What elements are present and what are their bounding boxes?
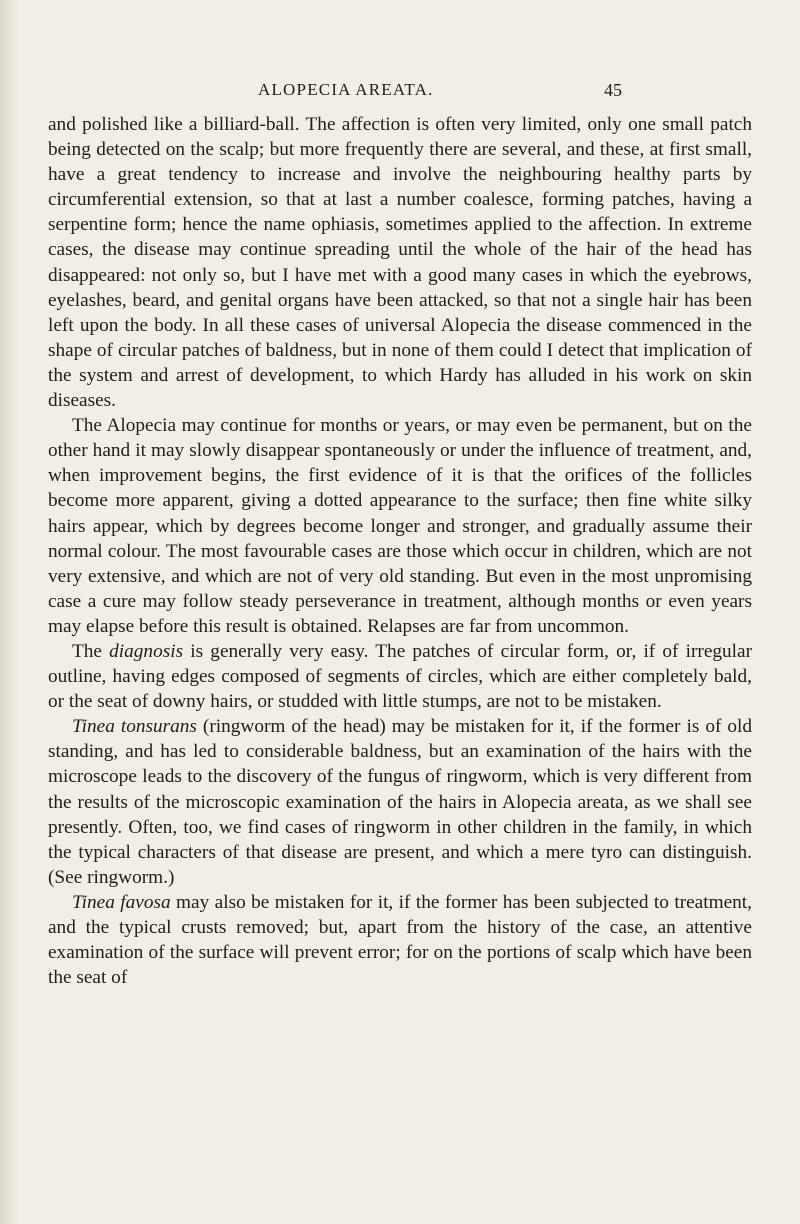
paragraph-lead: The: [72, 640, 110, 662]
body-text: [48, 112, 752, 990]
paragraph-text: is generally very easy. The patches of circular form, or, if of irregular outline, having edges composed of segments of circles, which are either completely bald, or the seat of downy hairs, or studded with little stumps, are not to be mistaken.: [48, 640, 753, 713]
paragraph-text: The Alopecia may continue for months or years, or may even be permanent, but on the other hand it may slowly disappear spontaneously or under the influence of treatment, and, when improvement begins, the first evidence of it is that the orifices of the follicles become more apparent, giving a dotted appearance to the surface; then fine white silky hairs appear, which by degrees become longer and stronger, and gradually assume their normal colour. The most favourable cases are those which occur in children, which are not very extensive, and which are not of very old standing. But even in the most unpromising case a cure may follow steady perseverance in treatment, although months or even years may elapse before this result is obtained. Relapses are far from uncommon.: [48, 415, 752, 637]
italic-term: Tinea favosa: [72, 891, 171, 913]
paragraph-text: may also be mistaken for it, if the former has been subjected to treatment, and the typical crusts removed; but, apart from the history of the case, an attentive examination of the surface will prevent error; for on the portions of scalp which have been the seat of: [48, 891, 752, 989]
paragraph-text: (ringworm of the head) may be mistaken for it, if the former is of old standing, and has led to considerable baldness, but an examination of the hairs with the microscope leads to the discovery of the fungus of ringworm, which is very different from the results of the microscopic examination of the hairs in Alopecia areata, as we shall see presently. Often, too, we find cases of ringworm in other children in the family, in which the typical characters of that disease are present, and which a mere tyro can distinguish. (See ringworm.): [48, 716, 753, 888]
italic-term: Tinea tonsurans: [72, 716, 197, 738]
paragraph-2: [48, 413, 752, 639]
binding-shadow: [0, 0, 18, 1224]
paragraph-3: [48, 639, 752, 714]
page-header: [0, 80, 800, 106]
paragraph-4: [48, 714, 752, 890]
italic-term: diagnosis: [109, 640, 184, 662]
paragraph-5: [48, 890, 752, 990]
page-number: 45: [604, 80, 622, 100]
paragraph-text: and polished like a billiard-ball. The affection is often very limited, only one small patch being detected on the scalp; but more frequently there are several, and these, at first small, have a great tendency to increase and involve the neighbouring healthy parts by circumferential extension, so that at last a number coalesce, forming patches, having a serpentine form; hence the name ophiasis, sometimes applied to the affection. In extreme cases, the disease may continue spreading until the whole of the hair of the head has disappeared: not only so, but I have met with a good many cases in which the eyebrows, eyelashes, beard, and genital organs have been attacked, so that not a single hair has been left upon the body. In all these cases of universal Alopecia the disease commenced in the shape of circular patches of baldness, but in none of them could I detect that implication of the system and arrest of development, to which Hardy has alluded in his work on skin diseases.: [48, 114, 752, 412]
paragraph-1: [48, 112, 752, 413]
running-head: ALOPECIA AREATA.: [258, 80, 434, 99]
